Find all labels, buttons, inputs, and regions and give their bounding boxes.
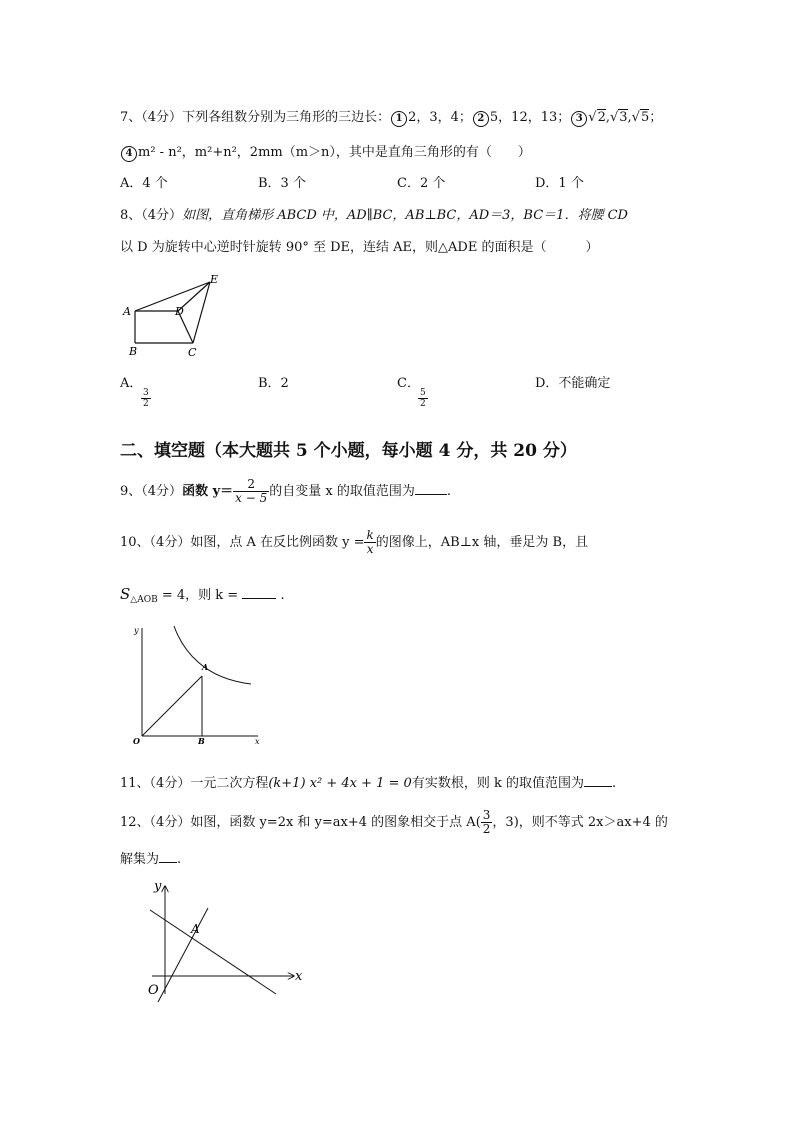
q7-mark-3: 3 bbox=[571, 111, 587, 127]
q9-line bbox=[120, 477, 451, 507]
q12-answer-blank[interactable] bbox=[159, 862, 177, 863]
q10-prefix: 如图，点 A 在反比例函数 y = bbox=[190, 535, 365, 550]
q10-label-x: x bbox=[255, 737, 260, 746]
q7-option-d: D．1 个 bbox=[535, 176, 584, 191]
q10-fraction bbox=[364, 529, 375, 556]
q7-radicand-2: 3 bbox=[619, 110, 628, 125]
q10-line2 bbox=[120, 586, 285, 608]
q10-answer-blank[interactable] bbox=[242, 598, 276, 599]
q8-option-c bbox=[397, 376, 420, 392]
q7-number: 7、 bbox=[120, 110, 142, 125]
q12-prefix: 如图，函数 y=2x 和 y=ax+4 的图象相交于点 A( bbox=[190, 815, 481, 830]
q12-denominator: 2 bbox=[482, 822, 491, 836]
q8-option-a-fraction bbox=[141, 388, 151, 409]
q12-line1 bbox=[120, 808, 668, 838]
q8-label-a: A bbox=[123, 305, 131, 318]
q11-answer-blank[interactable] bbox=[584, 786, 612, 787]
q7-stem: 下列各组数分别为三角形的三边长： bbox=[182, 110, 391, 125]
q7-radicand-3: 5 bbox=[640, 110, 650, 125]
q11-line bbox=[120, 776, 616, 792]
q8-option-b: B．2 bbox=[258, 376, 289, 391]
q7-option-b: B．3 个 bbox=[258, 176, 306, 191]
q10-label-y: y bbox=[134, 626, 139, 635]
q8-option-a-numerator: 3 bbox=[143, 388, 149, 398]
q12-label-y: y bbox=[154, 879, 162, 894]
q10-area-middle: = 4，则 k = bbox=[157, 588, 239, 603]
q11-score: （4分） bbox=[149, 776, 191, 791]
q7-group-1: 2，3，4； bbox=[408, 110, 472, 125]
q12-score: （4分） bbox=[149, 815, 191, 830]
q7-option-c: C．2 个 bbox=[397, 176, 446, 191]
q10-hyperbola-curve bbox=[174, 626, 251, 684]
q7-group-3-tail: ； bbox=[649, 110, 663, 125]
q8-segment-ae bbox=[135, 282, 210, 311]
q7-mark-1: 1 bbox=[391, 111, 407, 127]
q12-suffix: ，3)，则不等式 2x＞ax+4 的 bbox=[492, 815, 668, 830]
q12-label-x: x bbox=[295, 969, 303, 984]
q10-segment-oa bbox=[142, 676, 202, 736]
section-2-title: 二、填空题（本大题共 5 个小题，每小题 4 分，共 20 分） bbox=[120, 441, 577, 461]
q11-prefix: 一元二次方程 bbox=[190, 776, 269, 791]
q10-label-b: B bbox=[198, 736, 205, 746]
q8-label-c: C bbox=[188, 346, 197, 359]
q12-line2 bbox=[120, 852, 181, 868]
q12-number: 12、 bbox=[120, 815, 150, 830]
q8-trapezoid-figure bbox=[118, 270, 228, 362]
q11-suffix: 有实数根，则 k 的取值范围为 bbox=[411, 776, 584, 791]
q7-radicand-1: 2 bbox=[597, 110, 606, 125]
q8-segment-ce bbox=[193, 282, 210, 343]
q7-group-2: 5，12，13； bbox=[489, 110, 571, 125]
q8-option-a-denominator: 2 bbox=[143, 399, 149, 409]
q8-line1 bbox=[120, 208, 628, 224]
q8-score: （4分） bbox=[141, 208, 183, 223]
q8-number: 8、 bbox=[120, 208, 142, 223]
q10-area-subscript: △AOB bbox=[130, 595, 158, 605]
q10-hyperbola-figure bbox=[122, 620, 267, 750]
q7-score: （4分） bbox=[141, 110, 183, 125]
q11-equation: (k+1) x² + 4x + 1 = 0 bbox=[268, 776, 412, 791]
q8-option-c-fraction bbox=[418, 388, 428, 409]
q9-suffix: 的自变量 x 的取值范围为 bbox=[269, 484, 415, 499]
q10-label-o: O bbox=[133, 736, 140, 746]
q9-number: 9、 bbox=[120, 484, 142, 499]
q10-score: （4分） bbox=[149, 535, 191, 550]
q10-area-s: S bbox=[120, 585, 131, 603]
q12-label-o: O bbox=[148, 983, 159, 998]
q12-label-a: A bbox=[191, 922, 200, 936]
q8-option-d: D．不能确定 bbox=[535, 376, 611, 391]
q9-prefix: 函数 y＝ bbox=[182, 484, 234, 499]
q9-fraction bbox=[233, 478, 269, 505]
q8-option-c-denominator: 2 bbox=[420, 399, 426, 409]
q8-label-e: E bbox=[210, 273, 219, 286]
q7-option-a: A．4 个 bbox=[120, 176, 168, 191]
q8-text-2: 以 D 为旋转中心逆时针旋转 90° 至 DE，连结 AE，则△ADE 的面积是（ ） bbox=[120, 240, 599, 255]
q9-end: . bbox=[446, 484, 451, 499]
q9-denominator: x − 5 bbox=[235, 491, 268, 505]
q8-label-b: B bbox=[129, 345, 138, 358]
q7-line1: 7、（4分）下列各组数分别为三角形的三边长： 1 2，3，4； 2 5，12，13； 3 √2,√3,√5； bbox=[120, 110, 663, 125]
q10-line1 bbox=[120, 528, 588, 558]
q7-mark-4: 4 bbox=[121, 146, 137, 162]
q8-text-1: 如图，直角梯形 ABCD 中，AD∥BC，AB⊥BC，AD＝3，BC＝1．将腰 CD bbox=[182, 208, 628, 223]
q8-option-a-label: A． bbox=[120, 376, 143, 391]
q10-end: . bbox=[276, 588, 285, 603]
q10-suffix: 的图像上，AB⊥x 轴，垂足为 B，且 bbox=[375, 535, 589, 550]
q8-option-c-label: C． bbox=[397, 376, 420, 391]
q8-label-d: D bbox=[175, 305, 184, 318]
q11-end: . bbox=[611, 776, 617, 791]
q7-group-4: m² - n²，m²+n²，2mm（m＞n），其中是直角三角形的有（ ） bbox=[138, 145, 531, 160]
q11-number: 11、 bbox=[120, 776, 150, 791]
q10-denominator: x bbox=[366, 542, 374, 556]
q10-numerator: k bbox=[366, 528, 374, 542]
q9-answer-blank[interactable] bbox=[415, 494, 447, 495]
q12-solution-label: 解集为 bbox=[120, 852, 160, 867]
q12-end: . bbox=[177, 852, 182, 867]
q12-lines-figure bbox=[130, 876, 310, 1006]
q12-fraction bbox=[481, 809, 493, 836]
q7-mark-2: 2 bbox=[473, 111, 489, 127]
q7-line2 bbox=[120, 145, 531, 162]
q8-option-a bbox=[120, 376, 142, 392]
q8-option-c-numerator: 5 bbox=[420, 388, 426, 398]
q10-label-a: A bbox=[202, 662, 209, 672]
q12-numerator: 3 bbox=[482, 808, 491, 822]
q10-number: 10、 bbox=[120, 535, 150, 550]
q9-score: （4分） bbox=[141, 484, 183, 499]
q9-numerator: 2 bbox=[233, 478, 269, 492]
